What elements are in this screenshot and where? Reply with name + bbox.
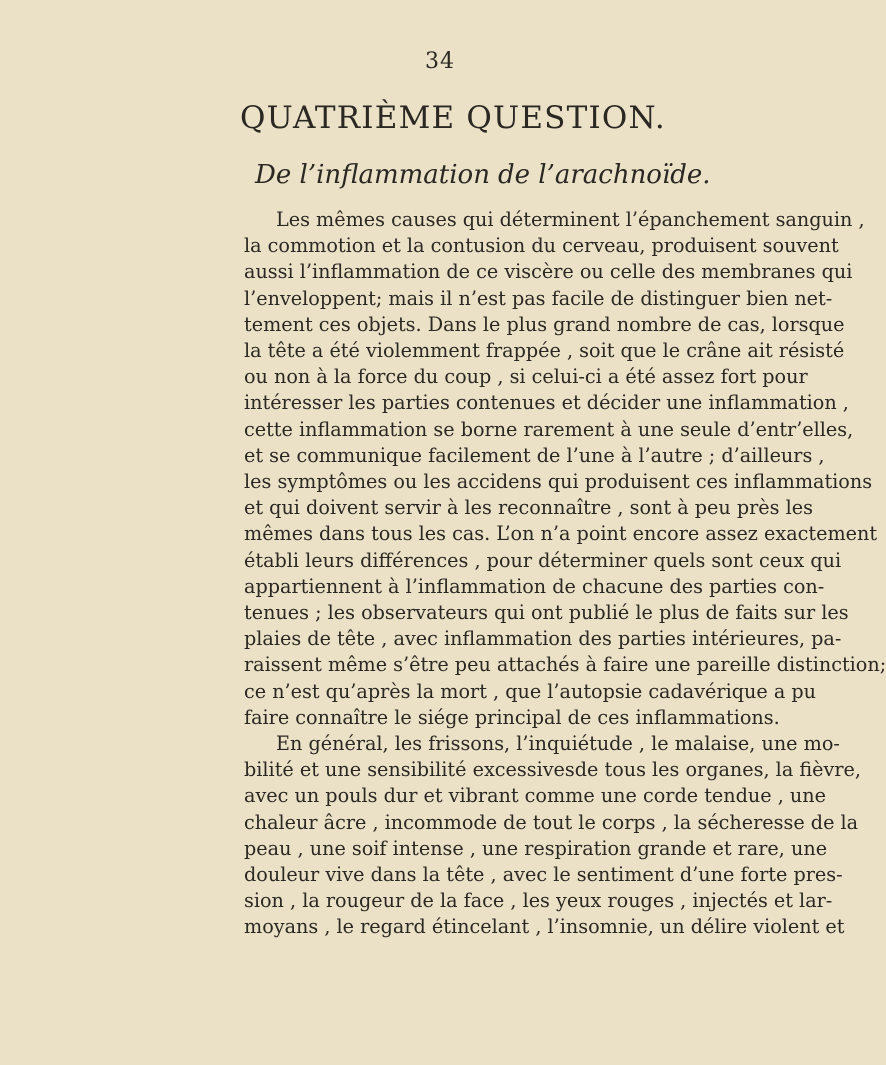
body-paragraphs (244, 207, 886, 941)
page-number: 34 (425, 49, 455, 74)
text-line: chaleur âcre , incommode de tout le corps , la sécheresse de la (244, 810, 859, 834)
text-line: tenues ; les observateurs qui ont publié le plus de faits sur les (244, 601, 849, 625)
text-line: et qui doivent servir à les reconnaître , sont à peu près les (244, 496, 813, 520)
text-line: En général, les frissons, l’inquiétude , le malaise, une mo- (276, 732, 840, 756)
text-line: plaies de tête , avec inflammation des parties intérieures, pa- (244, 627, 842, 651)
text-line: et se communique facilement de l’une à l’autre ; d’ailleurs , (244, 443, 825, 467)
section-subtitle (255, 160, 711, 190)
text-line: tement ces objets. Dans le plus grand nombre de cas, lorsque (244, 312, 845, 336)
question-heading: QUATRIÈME QUESTION. (240, 100, 666, 136)
text-line: peau , une soif intense , une respiration grande et rare, une (244, 836, 828, 860)
text-line: les symptômes ou les accidens qui produisent ces inflammations (244, 470, 873, 494)
text-line: ce n’est qu’après la mort , que l’autopsie cadavérique a pu (244, 679, 816, 703)
text-line: sion , la rougeur de la face , les yeux rouges , injectés et lar- (244, 889, 833, 913)
subtitle-part-2: de l’arachnoïde. (497, 160, 711, 190)
text-line: avec un pouls dur et vibrant comme une corde tendue , une (244, 784, 826, 808)
text-line: raissent même s’être peu attachés à faire une pareille distinction; (244, 653, 886, 677)
text-line: la tête a été violemment frappée , soit que le crâne ait résisté (244, 339, 845, 363)
text-line: intéresser les parties contenues et décider une inflammation , (244, 391, 849, 415)
subtitle-part-1: De l’inflammation (255, 160, 490, 190)
text-line: Les mêmes causes qui déterminent l’épanchement sanguin , (276, 208, 865, 231)
text-line: aussi l’inflammation de ce viscère ou celle des membranes qui (244, 260, 853, 284)
text-line: bilité et une sensibilité excessivesde tous les organes, la fièvre, (244, 758, 861, 782)
text-line: faire connaître le siége principal de ces inflammations. (244, 705, 780, 729)
text-line: appartiennent à l’inflammation de chacune des parties con- (244, 574, 825, 598)
text-line: ou non à la force du coup , si celui-ci a été assez fort pour (244, 365, 808, 389)
text-line: l’enveloppent; mais il n’est pas facile de distinguer bien net- (244, 286, 833, 310)
text-line: établi leurs différences , pour déterminer quels sont ceux qui (244, 548, 842, 572)
text-line: moyans , le regard étincelant , l’insomnie, un délire violent et (244, 915, 845, 939)
text-line: mêmes dans tous les cas. L’on n’a point encore assez exactement (244, 522, 878, 546)
text-line: la commotion et la contusion du cerveau, produisent souvent (244, 234, 839, 258)
text-line: douleur vive dans la tête , avec le sentiment d’une forte pres- (244, 863, 843, 887)
text-line: cette inflammation se borne rarement à une seule d’entr’elles, (244, 417, 854, 441)
